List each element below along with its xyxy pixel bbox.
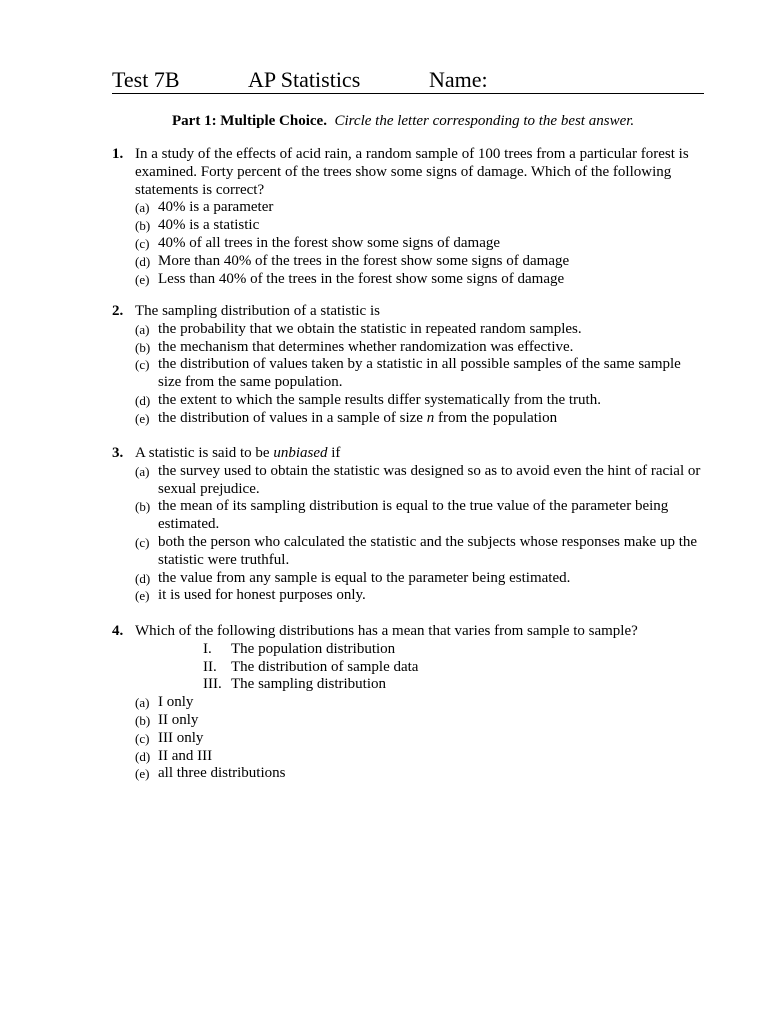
question-stem (135, 445, 704, 463)
option-letter: (e) (135, 766, 150, 782)
instructions (172, 112, 634, 130)
option-text: III only (158, 729, 204, 746)
option-text: it is used for honest purposes only. (158, 587, 366, 604)
answer-option[interactable] (135, 587, 704, 605)
option-text: the survey used to obtain the statistic was designed so as to avoid even the hint of racial or sexual prejudice. (158, 462, 701, 497)
option-letter: (b) (135, 712, 151, 728)
option-text: the probability that we obtain the statistic in repeated random samples. (158, 320, 582, 337)
stem-post: if (327, 445, 341, 461)
answer-option[interactable] (135, 253, 704, 271)
question-number: 4. (112, 623, 124, 639)
roman-item (135, 659, 704, 677)
option-text-pre: the distribution of values in a sample of size (158, 409, 427, 426)
option-letter: (a) (135, 200, 150, 216)
option-text: More than 40% of the trees in the forest show some signs of damage (158, 252, 570, 269)
answer-option[interactable] (135, 534, 704, 570)
roman-numeral: III. (203, 676, 222, 693)
question-1 (112, 146, 704, 288)
answer-option[interactable] (135, 321, 704, 339)
option-text: 40% is a statistic (158, 217, 260, 234)
option-letter: (e) (135, 271, 150, 287)
roman-text: The distribution of sample data (231, 658, 419, 675)
roman-item (135, 641, 704, 659)
answer-option[interactable] (135, 217, 704, 235)
option-text: the distribution of values taken by a statistic in all possible samples of the same sample size from the same population. (158, 356, 681, 391)
question-stem: Which of the following distributions has a mean that varies from sample to sample? (135, 623, 638, 639)
option-text: II only (158, 711, 199, 728)
roman-text: The population distribution (231, 640, 396, 657)
answer-option[interactable] (135, 356, 704, 392)
answer-option[interactable] (135, 463, 704, 499)
question-stem: The sampling distribution of a statistic is (135, 303, 380, 319)
answer-option[interactable] (135, 235, 704, 253)
question-number: 3. (112, 445, 124, 461)
option-letter: (c) (135, 730, 150, 746)
part-heading: Part 1: Multiple Choice. (172, 113, 327, 129)
roman-item (135, 676, 704, 694)
answer-option[interactable] (135, 712, 704, 730)
question-stem: In a study of the effects of acid rain, a random sample of 100 trees from a particular forest is examined. Forty percent of the trees show some signs of damage. Which of the following statements is correct? (135, 146, 689, 198)
option-letter: (b) (135, 339, 151, 355)
roman-list (135, 641, 704, 694)
option-letter: (d) (135, 392, 151, 408)
option-text: Less than 40% of the trees in the forest show some signs of damage (158, 270, 565, 287)
option-text: the mechanism that determines whether randomization was effective. (158, 338, 574, 355)
roman-numeral: II. (203, 658, 217, 675)
option-letter: (a) (135, 321, 150, 337)
option-text: I only (158, 694, 194, 711)
option-letter: (b) (135, 218, 151, 234)
question-number: 1. (112, 146, 124, 162)
answer-option[interactable] (135, 570, 704, 588)
option-text: 40% is a parameter (158, 199, 274, 216)
test-label: Test 7B (112, 67, 180, 92)
answer-option[interactable] (135, 410, 704, 428)
stem-pre: A statistic is said to be (135, 445, 274, 461)
option-letter: (b) (135, 499, 151, 515)
option-text: the extent to which the sample results differ systematically from the truth. (158, 391, 601, 408)
option-text: II and III (158, 747, 213, 764)
option-letter: (e) (135, 588, 150, 604)
answer-option[interactable] (135, 765, 704, 783)
option-letter: (c) (135, 235, 150, 251)
answer-option[interactable] (135, 271, 704, 289)
answer-option[interactable] (135, 498, 704, 534)
test-header (112, 66, 704, 94)
option-letter: (c) (135, 357, 150, 373)
answer-option[interactable] (135, 392, 704, 410)
option-text-post: from the population (434, 409, 558, 426)
option-text-italic: n (426, 409, 435, 426)
option-letter: (d) (135, 253, 151, 269)
option-letter: (a) (135, 695, 150, 711)
option-text: 40% of all trees in the forest show some signs of damage (158, 234, 501, 251)
option-letter: (d) (135, 570, 151, 586)
stem-italic: unbiased (273, 445, 328, 461)
question-3 (112, 445, 704, 605)
option-letter: (d) (135, 748, 151, 764)
name-label: Name: (429, 67, 488, 92)
answer-option[interactable] (135, 199, 704, 217)
course-title: AP Statistics (248, 67, 361, 92)
option-text: both the person who calculated the statistic and the subjects whose responses make up the statistic were truthful. (158, 533, 698, 568)
roman-text: The sampling distribution (231, 676, 386, 693)
option-text: all three distributions (158, 765, 286, 782)
answer-option[interactable] (135, 339, 704, 357)
option-text: the value from any sample is equal to the parameter being estimated. (158, 569, 571, 586)
option-letter: (c) (135, 534, 150, 550)
roman-numeral: I. (203, 640, 212, 657)
option-text: the mean of its sampling distribution is equal to the true value of the parameter being estimated. (158, 498, 669, 533)
option-letter: (a) (135, 463, 150, 479)
option-letter: (e) (135, 410, 150, 426)
question-number: 2. (112, 303, 124, 319)
answer-option[interactable] (135, 694, 704, 712)
answer-option[interactable] (135, 730, 704, 748)
question-2 (112, 303, 704, 428)
question-4 (112, 623, 704, 783)
directions-text: Circle the letter corresponding to the best answer. (334, 113, 635, 129)
answer-option[interactable] (135, 748, 704, 766)
